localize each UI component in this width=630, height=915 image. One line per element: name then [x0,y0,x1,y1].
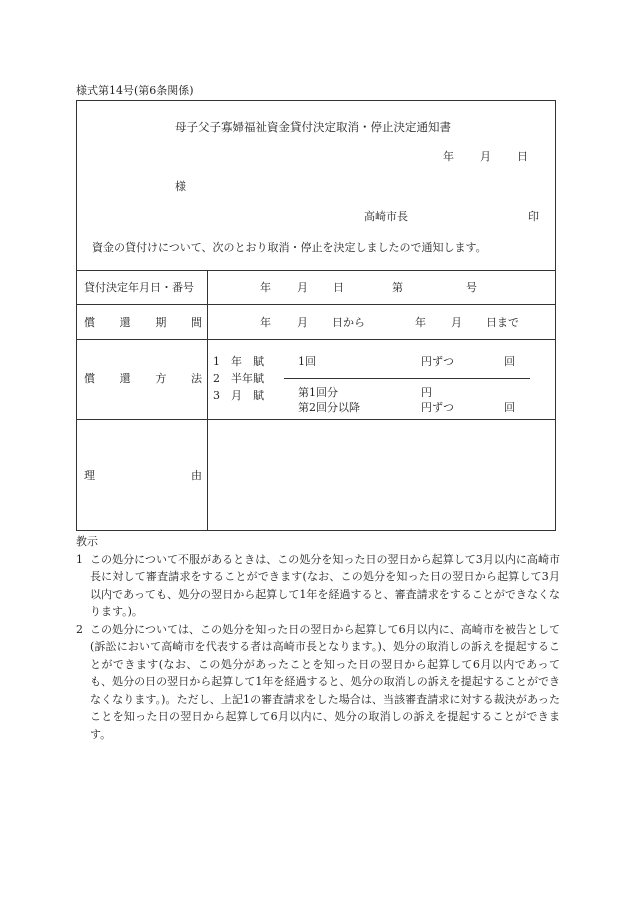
loan-month: 月 [297,281,308,294]
reason-label [84,469,202,483]
method-kai: 回 [504,355,515,368]
label-char: 償 [84,372,95,385]
period-until: 日まで [486,316,519,329]
label-char: 還 [119,316,131,329]
method-second-onward: 第2回分以降 [298,401,360,414]
loan-year: 年 [260,281,271,294]
period-month-2: 月 [451,316,462,329]
loan-decision-label: 貸付決定年月日・番号 [84,281,194,294]
period-year-1: 年 [260,316,271,329]
note-text: この処分について不服があるときは、この処分を知った日の翌日から起算して3月以内に高崎市長に対して審査請求をすることができます(なお、この処分を知った日の翌日から起算して3月以内であっても、処分の翌日から起算して1年を経過すると、審査請求をすることができなくなります。)。 [90,552,560,618]
loan-day: 日 [333,281,344,294]
note-item [76,621,560,744]
divider-loan [76,304,556,305]
label-char: 間 [190,316,202,329]
form-number-label: 様式第14号(第6条関係) [76,84,194,97]
intro-sentence: 資金の貸付けについて、次のとおり取消・停止を決定しましたので通知します。 [92,241,487,254]
note-item [76,551,560,621]
notes-heading: 教示 [76,535,98,548]
divider-method [76,419,556,420]
method-option-semiannual: 2 半年賦 [213,372,264,385]
method-kai-2: 回 [504,401,515,414]
seal-mark: 印 [528,210,539,223]
loan-dai: 第 [392,281,403,294]
date-month: 月 [480,150,491,163]
repayment-method-label [84,372,202,386]
label-char: 理 [84,469,95,482]
label-char: 期 [155,316,167,329]
method-once: 1回 [298,355,316,368]
method-inner-divider [284,378,530,379]
label-char: 法 [190,372,202,385]
label-char: 方 [155,372,167,385]
label-char: 償 [84,316,95,329]
method-yen-each: 円ずつ [421,355,454,368]
method-first-installment: 第1回分 [298,386,338,399]
note-number: 1 [76,552,83,566]
period-year-2: 年 [415,316,426,329]
document-title: 母子父子寡婦福祉資金貸付決定取消・停止決定通知書 [175,120,451,134]
note-number: 2 [76,622,83,636]
period-month-1: 月 [297,316,308,329]
repayment-period-label [84,316,202,330]
label-char: 由 [191,469,202,482]
divider-top [76,270,556,271]
issuer-name: 高崎市長 [364,210,408,223]
method-yen: 円 [421,386,432,399]
note-text: この処分については、この処分を知った日の翌日から起算して6月以内に、高崎市を被告として(訴訟において高崎市を代表する者は高崎市長となります。)、処分の取消しの訴えを提起することができます(なお、この処分があったことを知った日の翌日から起算して6月以内であっても、処分の日の翌日から起算して1年を経過すると、処分の取消しの訴えを提起することができなくなります。)。ただし、上記1の審査請求をした場合は、当該審査請求に対する裁決があったことを知った日の翌日から起算して6月以内に、処分の取消しの訴えを提起することができます。 [90,622,560,741]
method-yen-each-2: 円ずつ [421,401,454,414]
divider-period [76,339,556,340]
date-year: 年 [443,150,454,163]
date-day: 日 [517,150,528,163]
method-option-annual: 1 年 賦 [213,355,264,368]
label-char: 還 [119,372,131,385]
appeal-instructions [76,533,560,743]
loan-gou: 号 [466,281,477,294]
method-option-monthly: 3 月 賦 [213,389,264,402]
period-from: 日から [332,316,365,329]
addressee-suffix: 様 [175,180,186,193]
label-column-divider [207,270,208,531]
